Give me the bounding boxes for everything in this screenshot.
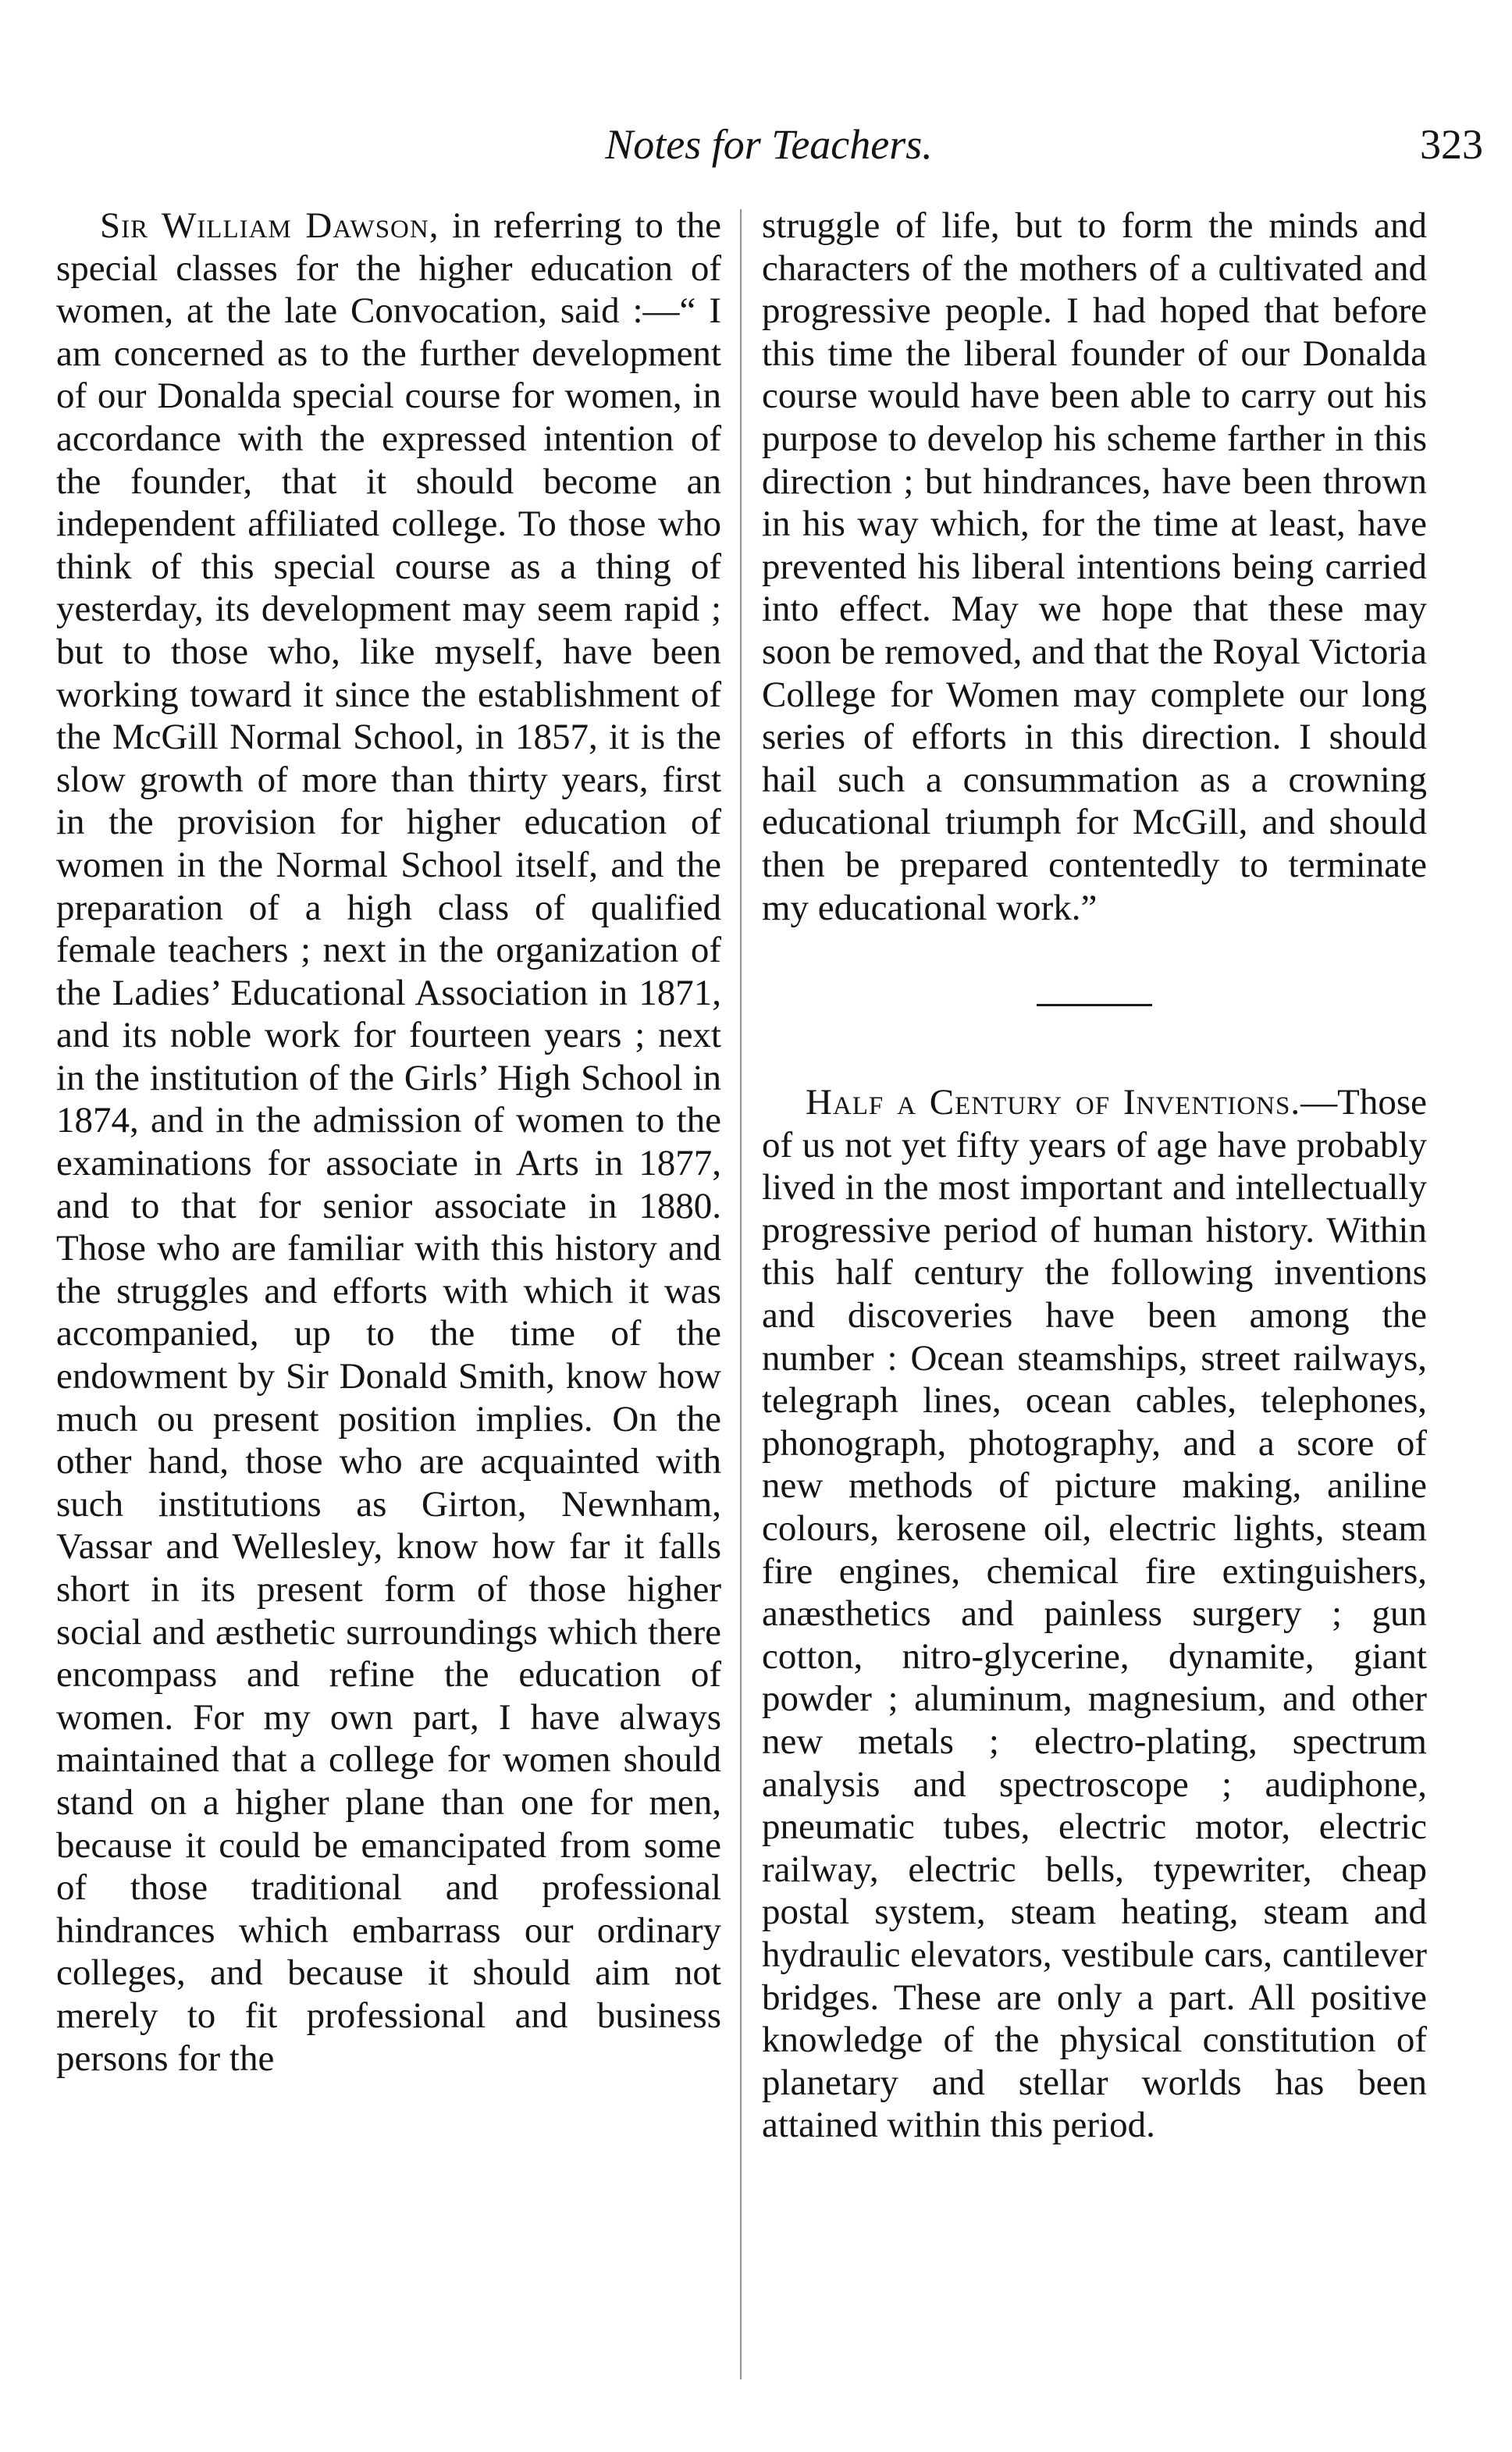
- section-text: —Those of us not yet fifty years of age have probably lived in the most important and intellectually progressive period of human history. Within this half century the following inventions and discoveries have been among the number : Ocean steamships, street railways, telegraph lines, ocean cables, telephones, phonograph, photography, and a score of new methods of picture making, aniline colours, kerosene oil, electric lights, steam fire engines, chemical fire extinguishers, anæsthetics and painless surgery ; gun cotton, nitro-glycerine, dynamite, giant powder ; aluminum, magnesium, and other new metals ; electro-plating, spectrum analysis and spectroscope ; audiphone, pneumatic tubes, electric motor, electric railway, electric bells, typewriter, cheap postal system, steam heating, steam and hydraulic elevators, vestibule cars, cantilever bridges. These are only a part. All positive knowledge of the physical constitution of planetary and stellar worlds has been attained within this period.: [762, 1082, 1427, 2146]
- left-column: [56, 205, 721, 2080]
- paragraph-lead-in: Sir William Dawson,: [100, 205, 439, 246]
- section-separator: [1037, 1004, 1152, 1006]
- page-header: [55, 117, 1483, 172]
- page-number: 323: [1420, 121, 1483, 168]
- section-heading: Half a Century of Inventions.: [806, 1082, 1301, 1123]
- continued-paragraph: struggle of life, but to form the minds and characters of the mothers of a cultivated and progressive people. I had hoped that before this time the liberal founder of our Donalda course would have been able to carry out his purpose to develop his scheme farther in this direction ; but hindrances, have been thrown in his way which, for the time at least, have prevented his liberal intentions being carried into effect. May we hope that these may soon be removed, and that the Royal Victoria College for Women may complete our long series of efforts in this direction. I should hail such a consummation as a crowning educational triumph for McGill, and should then be prepared contentedly to terminate my educational work.”: [762, 205, 1427, 928]
- running-title: Notes for Teachers.: [605, 121, 933, 168]
- right-column: [762, 205, 1427, 2147]
- dawson-paragraph: [56, 205, 721, 2080]
- paragraph-text: in referring to the special classes for the higher education of women, at the late Convocation, said :—“ I am concerned as to the further development of our Donalda special course for women, in accordance with the expressed intention of the founder, that it should become an independent affiliated college. To those who think of this special course as a thing of yesterday, its development may seem rapid ; but to those who, like myself, have been working toward it since the establishment of the McGill Normal School, in 1857, it is the slow growth of more than thirty years, first in the provision for higher education of women in the Normal School itself, and the preparation of a high class of qualified female teachers ; next in the organization of the Ladies’ Educational Association in 1871, and its noble work for fourteen years ; next in the institution of the Girls’ High School in 1874, and in the admission of women to the examinations for associate in Arts in 1877, and to that for senior associate in 1880. Those who are familiar with this history and the struggles and efforts with which it was accompanied, up to the time of the endowment by Sir Donald Smith, know how much ou present position implies. On the other hand, those who are acquainted with such institutions as Girton, Newnham, Vassar and Wellesley, know how far it falls short in its present form of those higher social and æsthetic surroundings which there encompass and refine the education of women. For my own part, I have always maintained that a college for women should stand on a higher plane than one for men, because it could be emancipated from some of those traditional and professional hindrances which embarrass our ordinary colleges, and because it should aim not merely to fit professional and business persons for the: [56, 205, 721, 2079]
- inventions-paragraph: [762, 1081, 1427, 2147]
- column-divider: [740, 209, 742, 2379]
